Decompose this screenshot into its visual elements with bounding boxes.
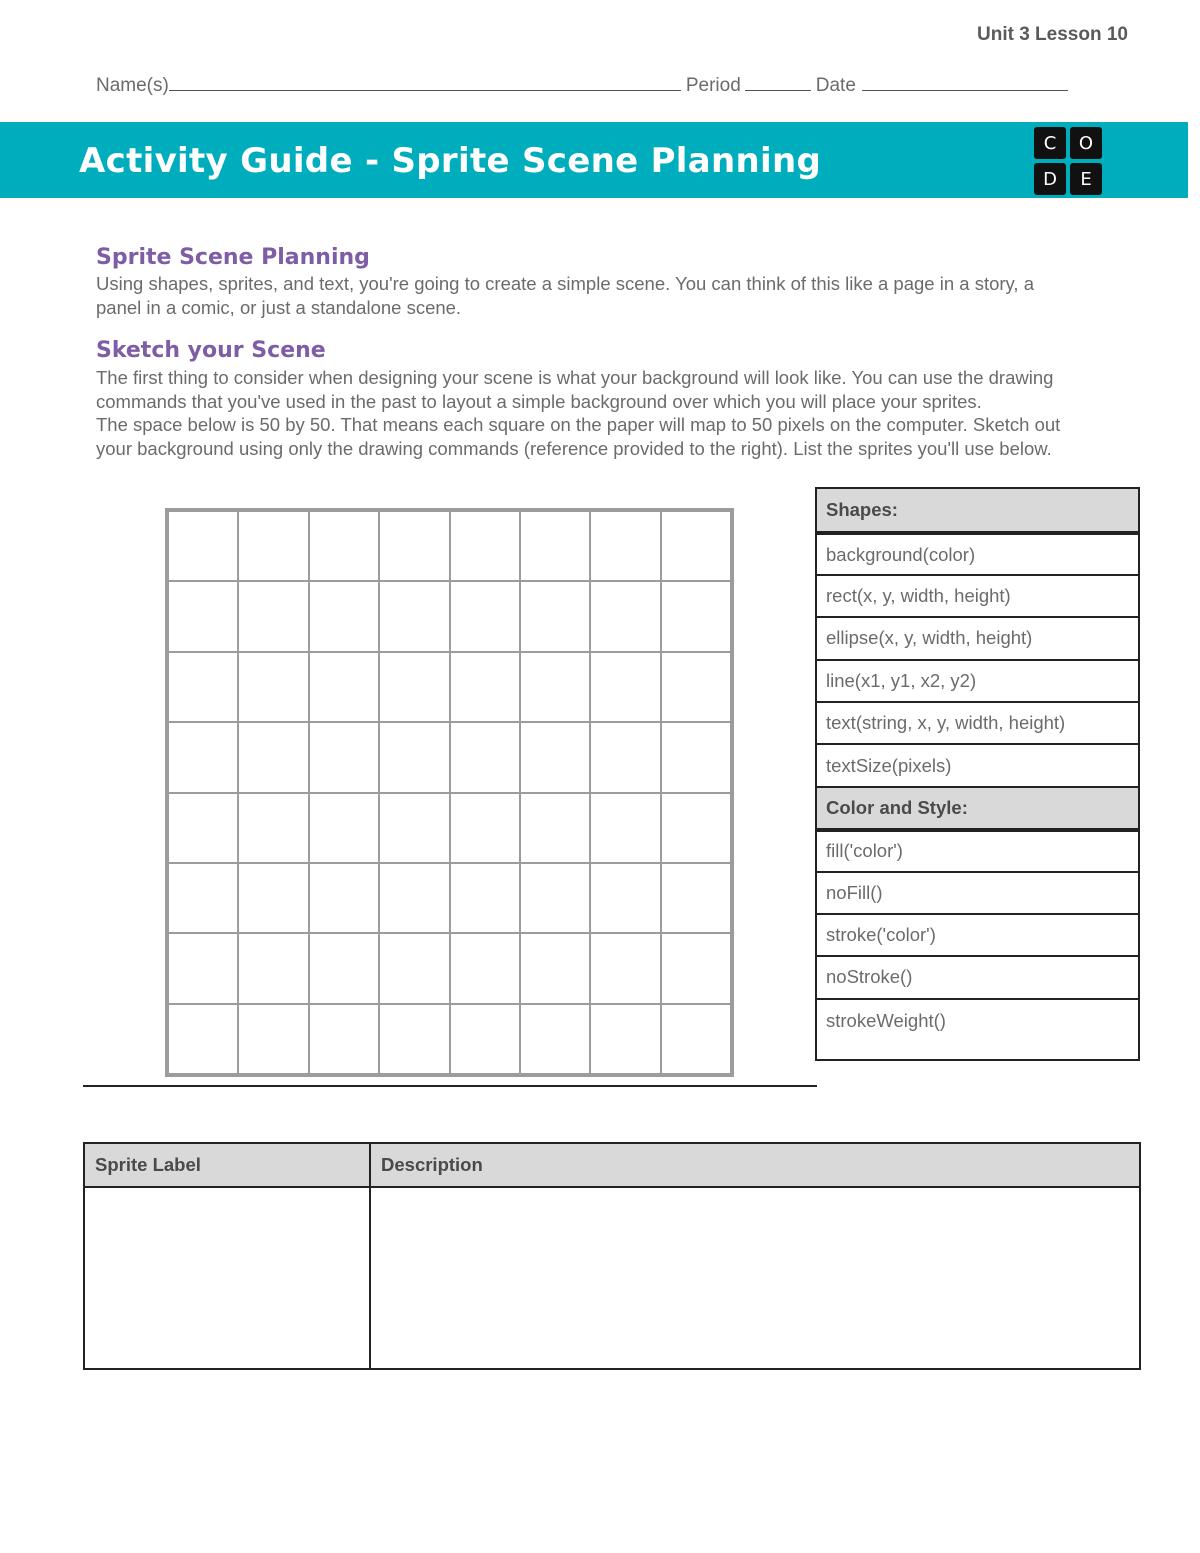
grid-cell — [661, 863, 731, 933]
grid-cell — [520, 933, 590, 1003]
grid-cell — [238, 511, 308, 581]
period-label: Period — [685, 75, 741, 96]
grid-cell — [661, 1004, 731, 1074]
grid-cell — [590, 722, 660, 792]
grid-cell — [661, 793, 731, 863]
logo-letter-e: E — [1070, 163, 1102, 195]
color-style-header: Color and Style: — [817, 786, 1138, 830]
name-blank[interactable] — [169, 71, 681, 91]
grid-cell — [590, 581, 660, 651]
grid-cell — [238, 581, 308, 651]
grid-cell — [590, 1004, 660, 1074]
code-logo — [1034, 127, 1106, 197]
section-heading-sketch: Sketch your Scene — [96, 338, 326, 363]
grid-cell — [309, 1004, 379, 1074]
section-heading-planning: Sprite Scene Planning — [96, 245, 370, 270]
page-title: Activity Guide - Sprite Scene Planning — [79, 141, 822, 181]
grid-cell — [379, 933, 449, 1003]
grid-cell — [450, 863, 520, 933]
section-text-planning — [96, 272, 1126, 319]
grid-cell — [520, 581, 590, 651]
grid-cell — [379, 863, 449, 933]
grid-cell — [379, 1004, 449, 1074]
grid-cell — [661, 722, 731, 792]
ref-row: noStroke() — [817, 955, 1138, 999]
grid-cell — [520, 863, 590, 933]
ref-row: strokeWeight() — [817, 998, 1138, 1061]
section-text-sketch — [96, 366, 1126, 460]
grid-cell — [450, 793, 520, 863]
period-blank[interactable] — [745, 71, 811, 91]
logo-letter-d: D — [1034, 163, 1066, 195]
grid-cell — [590, 652, 660, 722]
name-label: Name(s) — [96, 75, 169, 96]
grid-cell — [590, 511, 660, 581]
grid-cell — [309, 652, 379, 722]
grid-cell — [379, 722, 449, 792]
grid-cell — [238, 722, 308, 792]
grid-cell — [238, 652, 308, 722]
grid-cell — [590, 933, 660, 1003]
grid-cell — [520, 793, 590, 863]
grid-cell — [309, 863, 379, 933]
grid-cell — [168, 511, 238, 581]
grid-cell — [309, 722, 379, 792]
grid-cell — [168, 863, 238, 933]
unit-lesson: Unit 3 Lesson 10 — [977, 24, 1128, 45]
ref-row: rect(x, y, width, height) — [817, 574, 1138, 618]
grid-cell — [309, 511, 379, 581]
date-label: Date — [815, 75, 856, 96]
grid-cell — [520, 511, 590, 581]
ref-row: textSize(pixels) — [817, 743, 1138, 787]
grid-cell — [379, 511, 449, 581]
drawing-reference-table — [815, 487, 1140, 1061]
ref-row: background(color) — [817, 531, 1138, 575]
grid-cell — [309, 793, 379, 863]
grid-cell — [590, 863, 660, 933]
ref-row: line(x1, y1, x2, y2) — [817, 659, 1138, 703]
sketch-grid[interactable] — [165, 508, 734, 1077]
grid-cell — [450, 652, 520, 722]
grid-cell — [168, 793, 238, 863]
grid-cell — [168, 652, 238, 722]
grid-cell — [520, 652, 590, 722]
grid-cell — [309, 933, 379, 1003]
grid-cell — [450, 511, 520, 581]
sprite-table — [83, 1142, 1141, 1370]
grid-cell — [168, 933, 238, 1003]
ref-row: ellipse(x, y, width, height) — [817, 616, 1138, 660]
grid-cell — [520, 722, 590, 792]
grid-cell — [661, 581, 731, 651]
text-line: Using shapes, sprites, and text, you're going to create a simple scene. You can think of this like a page in a story, a — [96, 273, 1034, 294]
sprite-label-header: Sprite Label — [85, 1144, 371, 1188]
grid-cell — [379, 581, 449, 651]
grid-cell — [238, 863, 308, 933]
name-period-date-line — [96, 71, 1076, 97]
text-line: commands that you've used in the past to layout a simple background over which you will place your sprites. — [96, 390, 982, 412]
sprite-label-cell[interactable] — [85, 1188, 371, 1368]
text-line: panel in a comic, or just a standalone scene. — [96, 296, 462, 318]
divider-line — [83, 1085, 817, 1087]
grid-cell — [661, 511, 731, 581]
logo-letter-c: C — [1034, 127, 1066, 159]
grid-cell — [590, 793, 660, 863]
grid-cell — [238, 933, 308, 1003]
ref-row: fill('color') — [817, 828, 1138, 872]
grid-cell — [520, 1004, 590, 1074]
grid-cell — [450, 581, 520, 651]
grid-cell — [450, 933, 520, 1003]
text-line: The space below is 50 by 50. That means each square on the paper will map to 50 pixels on the computer. Sketch out — [96, 414, 1061, 435]
grid-cell — [168, 722, 238, 792]
grid-cell — [379, 793, 449, 863]
description-cell[interactable] — [371, 1188, 1139, 1368]
grid-cell — [168, 581, 238, 651]
text-line: your background using only the drawing commands (reference provided to the right). List the sprites you'll use below. — [96, 437, 1052, 459]
description-header: Description — [371, 1144, 1139, 1188]
grid-cell — [661, 933, 731, 1003]
grid-cell — [661, 652, 731, 722]
grid-cell — [309, 581, 379, 651]
logo-letter-o: O — [1070, 127, 1102, 159]
grid-cell — [379, 652, 449, 722]
ref-row: text(string, x, y, width, height) — [817, 701, 1138, 745]
ref-row: stroke('color') — [817, 913, 1138, 957]
grid-cell — [168, 1004, 238, 1074]
shapes-header: Shapes: — [817, 489, 1138, 533]
grid-cell — [450, 1004, 520, 1074]
grid-cell — [238, 1004, 308, 1074]
grid-cell — [238, 793, 308, 863]
ref-row: noFill() — [817, 871, 1138, 915]
grid-cell — [450, 722, 520, 792]
date-blank[interactable] — [862, 71, 1068, 91]
title-banner — [0, 122, 1188, 198]
text-line: The first thing to consider when designing your scene is what your background will look like. You can use the drawing — [96, 367, 1054, 388]
